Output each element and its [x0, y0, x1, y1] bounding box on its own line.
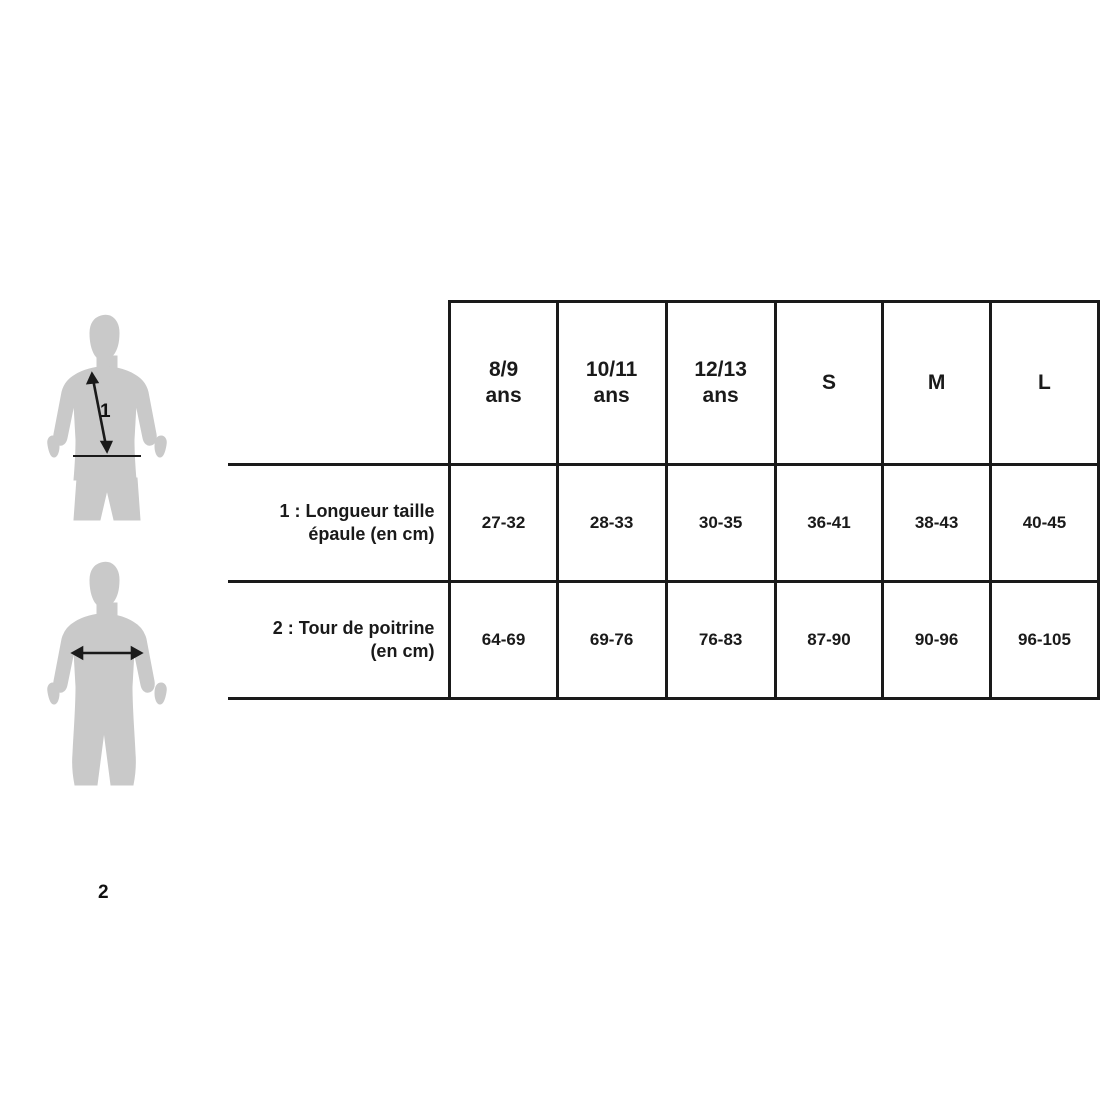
cell-chest-12-13: 76-83 — [666, 582, 775, 699]
table-row — [228, 465, 1099, 582]
column-header-l: L — [990, 302, 1098, 465]
row-header-shoulder-length — [228, 465, 450, 582]
cell-chest-8-9: 64-69 — [450, 582, 557, 699]
table-header-row — [228, 302, 1099, 465]
column-header-line2: ans — [702, 384, 739, 407]
column-header-line2: ans — [593, 384, 630, 407]
cell-chest-l: 96-105 — [990, 582, 1098, 699]
column-header-s: S — [775, 302, 883, 465]
row-header-line1: 1 : Longueur taille — [279, 500, 435, 521]
column-header-m: M — [883, 302, 991, 465]
row-header-line2: (en cm) — [370, 641, 435, 661]
row-header-line1: 2 : Tour de poitrine — [272, 617, 435, 638]
row-header-line2: épaule (en cm) — [308, 524, 435, 544]
cell-chest-s: 87-90 — [775, 582, 883, 699]
column-header-line1: 8/9 — [488, 357, 519, 381]
table-body — [228, 465, 1099, 699]
column-header-10-11-ans — [557, 302, 666, 465]
table-header — [228, 302, 1099, 465]
cell-shoulder-s: 36-41 — [775, 465, 883, 582]
cell-shoulder-12-13: 30-35 — [666, 465, 775, 582]
figure-label-1: 1 — [100, 401, 111, 422]
body-silhouette-chest-measure — [35, 555, 205, 903]
column-header-line1: 10/11 — [585, 357, 638, 381]
column-header-line1: 12/13 — [694, 357, 747, 381]
figure-panel — [30, 300, 210, 903]
size-chart-table — [228, 300, 1100, 700]
cell-chest-10-11: 69-76 — [557, 582, 666, 699]
body-silhouette-shoulder-measure — [35, 308, 205, 548]
cell-shoulder-l: 40-45 — [990, 465, 1098, 582]
table-corner-cell — [228, 302, 450, 465]
cell-chest-m: 90-96 — [883, 582, 991, 699]
cell-shoulder-10-11: 28-33 — [557, 465, 666, 582]
column-header-line2: ans — [485, 384, 522, 407]
cell-shoulder-8-9: 27-32 — [450, 465, 557, 582]
figure-label-2: 2 — [98, 882, 109, 903]
column-header-12-13-ans — [666, 302, 775, 465]
cell-shoulder-m: 38-43 — [883, 465, 991, 582]
row-header-chest-circumference — [228, 582, 450, 699]
table-row — [228, 582, 1099, 699]
column-header-8-9-ans — [450, 302, 557, 465]
